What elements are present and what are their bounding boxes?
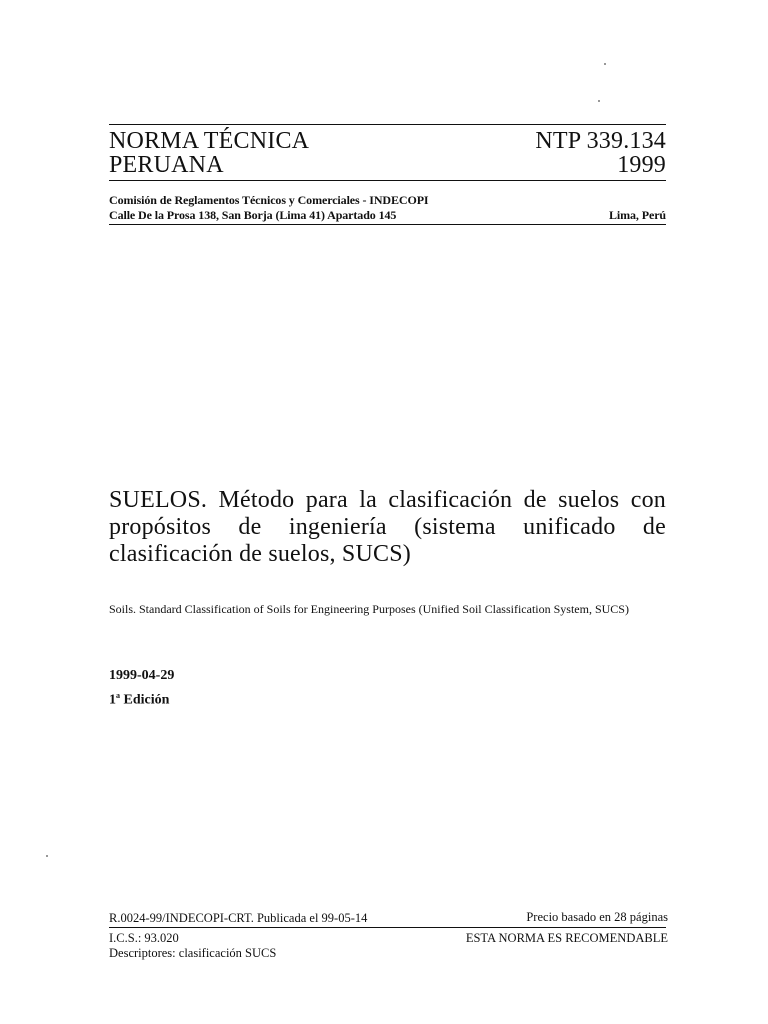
- ics-code: I.C.S.: 93.020: [109, 931, 179, 945]
- scan-speck: [598, 100, 600, 102]
- scan-speck: [604, 63, 606, 65]
- footer-rule: [109, 927, 666, 928]
- document-subtitle-english: Soils. Standard Classification of Soils for Engineering Purposes (Unified Soil Classification System, SUCS): [109, 602, 629, 616]
- norm-title-line1: NORMA TÉCNICA: [109, 128, 310, 154]
- norm-code: NTP 339.134: [535, 128, 666, 154]
- edition: [109, 687, 169, 709]
- header-mid-rule: [109, 180, 666, 181]
- edition-label: Edición: [123, 692, 170, 708]
- price-text: Precio basado en 28 páginas: [526, 910, 668, 924]
- approval-date: 1999-04-29: [109, 668, 175, 683]
- document-title: SUELOS. Método para la clasificación de suelos con propósitos de ingeniería (sistema unificado de clasificación de suelos, SUCS): [109, 487, 666, 567]
- recommendation-text: ESTA NORMA ES RECOMENDABLE: [465, 931, 668, 945]
- norm-title-line2: PERUANA: [109, 152, 224, 178]
- header-top-rule: [109, 124, 666, 125]
- scan-speck: [46, 855, 48, 857]
- resolution-text: R.0024-99/INDECOPI-CRT. Publicada el 99-05-14: [109, 911, 368, 925]
- norm-year: 1999: [617, 152, 666, 178]
- edition-superscript: a: [116, 691, 120, 700]
- org-line2: Calle De la Prosa 138, San Borja (Lima 41) Apartado 145: [109, 208, 397, 222]
- location: Lima, Perú: [609, 208, 666, 222]
- descriptors-text: Descriptores: clasificación SUCS: [109, 946, 277, 960]
- header-bottom-rule: [109, 224, 666, 225]
- org-line1: Comisión de Reglamentos Técnicos y Comerciales - INDECOPI: [109, 193, 429, 207]
- edition-number: 1: [109, 692, 116, 708]
